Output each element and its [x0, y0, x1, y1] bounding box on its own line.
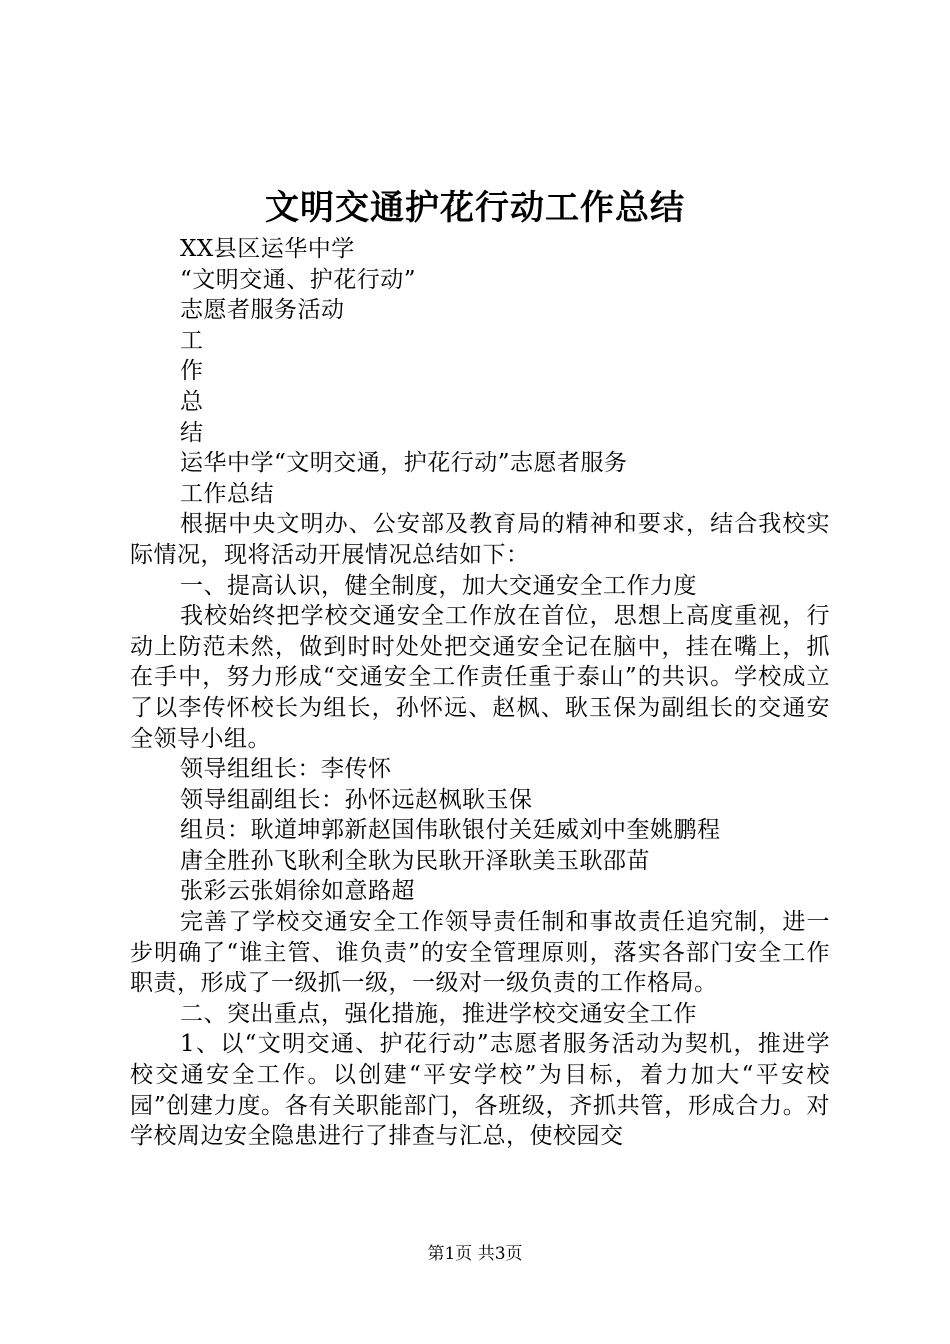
- intro-paragraph: 根据中央文明办、公安部及教育局的精神和要求，结合我校实际情况，现将活动开展情况总结如下：: [130, 511, 830, 568]
- document-title: 文明交通护花行动工作总结: [265, 188, 685, 228]
- document-body: [130, 234, 830, 1152]
- body-paragraph: 1、以“文明交通、护花行动”志愿者服务活动为契机，推进学校交通安全工作。以创建“平安学校”为目标，着力加大“平安校园”创建力度。各有关职能部门，各班级，齐抓共管，形成合力。对学校周边安全隐患进行了排查与汇总，使校园交: [130, 1031, 830, 1150]
- section-heading: 一、提高认识，健全制度，加大交通安全工作力度: [180, 572, 697, 599]
- members-line: 张彩云张娟徐如意路超: [180, 878, 415, 905]
- activity-name-line: “文明交通、护花行动”: [180, 266, 417, 293]
- subtitle-line: 工作总结: [180, 480, 274, 507]
- school-name-line: XX县区运华中学: [180, 236, 355, 262]
- body-paragraph: 我校始终把学校交通安全工作放在首位，思想上高度重视，行动上防范未然，做到时时处处把交通安全记在脑中，挂在嘴上，抓在手中，努力形成“交通安全工作责任重于泰山”的共识。学校成立了以李传怀校长为组长，孙怀远、赵枫、耿玉保为副组长的交通安全领导小组。: [130, 603, 830, 752]
- members-line: 组员：耿道坤郭新赵国伟耿银付关廷威刘中奎姚鹏程: [180, 817, 721, 844]
- body-paragraph: 完善了学校交通安全工作领导责任制和事故责任追究制，进一步明确了“谁主管、谁负责”的安全管理原则，落实各部门安全工作职责，形成了一级抓一级，一级对一级负责的工作格局。: [130, 909, 830, 997]
- leader-line: 领导组组长：李传怀: [180, 756, 392, 783]
- vertical-char-line: 总: [180, 388, 204, 415]
- deputy-leader-line: 领导组副组长：孙怀远赵枫耿玉保: [180, 786, 533, 813]
- activity-type-line: 志愿者服务活动: [180, 297, 345, 324]
- page-footer: 第1页 共3页: [427, 1244, 523, 1264]
- vertical-char-line: 作: [180, 358, 204, 385]
- section-heading: 二、突出重点，强化措施，推进学校交通安全工作: [180, 1000, 697, 1027]
- subtitle-line: 运华中学“文明交通，护花行动”志愿者服务: [180, 450, 628, 477]
- vertical-char-line: 结: [180, 419, 204, 446]
- members-line: 唐全胜孙飞耿利全耿为民耿开泽耿美玉耿邵苗: [180, 847, 650, 874]
- vertical-char-line: 工: [180, 327, 204, 354]
